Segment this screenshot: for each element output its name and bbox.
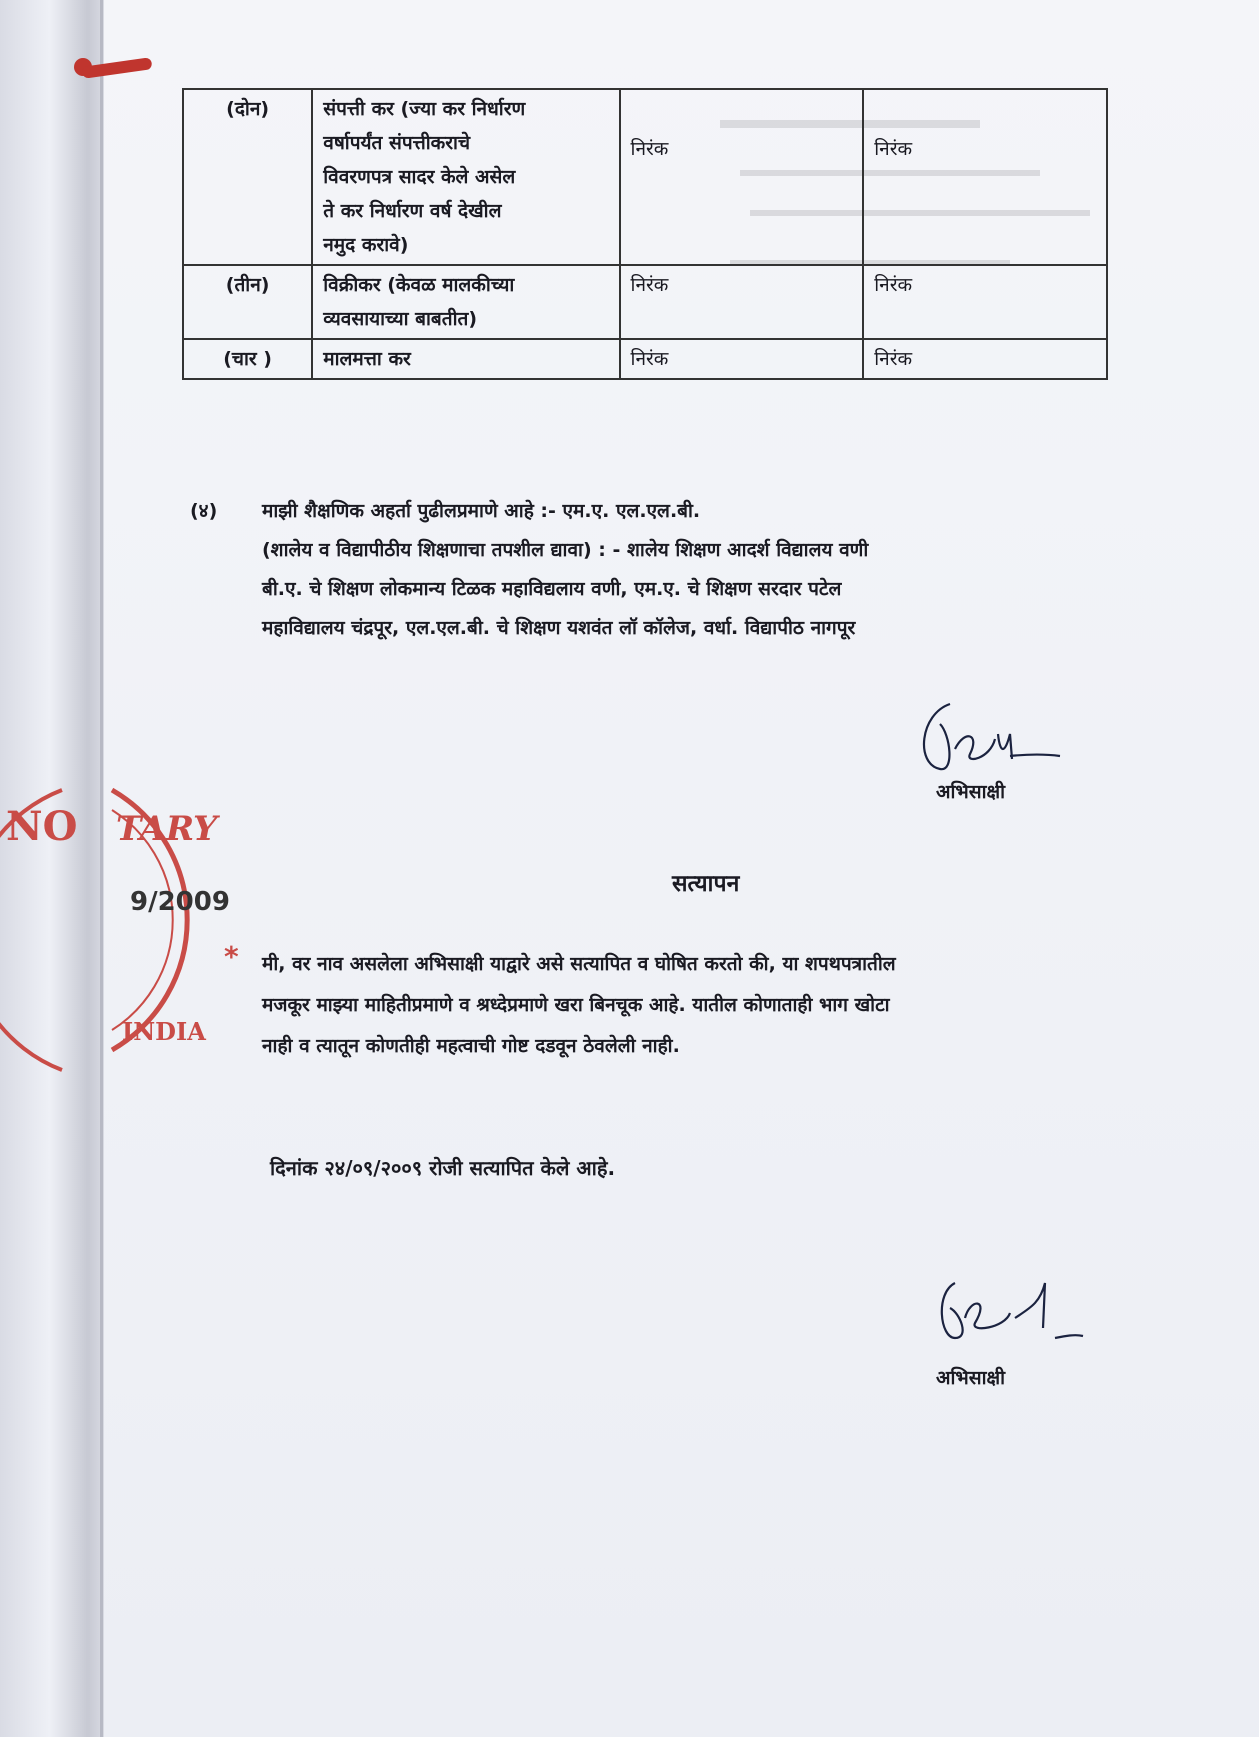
- row-value-self: निरंक: [620, 339, 864, 379]
- notary-stamp-left-fragment: [0, 780, 78, 1080]
- row-number: (चार ): [183, 339, 312, 379]
- item-line: विक्रीकर (केवळ मालकीच्या: [323, 274, 515, 296]
- row-value-spouse: निरंक: [863, 339, 1107, 379]
- notary-stamp: [112, 770, 272, 1070]
- signature-label: अभिसाक्षी: [936, 781, 1006, 803]
- item-line: मालमत्ता कर: [323, 348, 411, 370]
- row-value-self: निरंक: [620, 265, 864, 339]
- item-line: संपत्ती कर (ज्या कर निर्धारण: [323, 98, 526, 120]
- row-value-spouse: निरंक: [863, 265, 1107, 339]
- verification-line: मजकूर माझ्या माहितीप्रमाणे व श्रध्देप्रमाणे खरा बिनचूक आहे. यातील कोणाताही भाग खोटा: [262, 994, 890, 1016]
- table-row: [183, 339, 1107, 379]
- row-value-self: निरंक: [620, 89, 864, 265]
- asterisk-icon: *: [224, 940, 239, 973]
- verification-date-line: दिनांक २४/०९/२००९ रोजी सत्यापित केले आहे.: [270, 1156, 616, 1180]
- education-line: बी.ए. चे शिक्षण लोकमान्य टिळक महाविद्यलाय वणी, एम.ए. चे शिक्षण सरदार पटेल: [262, 578, 842, 600]
- stamp-top-text: TARY: [116, 809, 218, 849]
- row-item: [312, 265, 619, 339]
- row-item: [312, 89, 619, 265]
- education-line: महाविद्यालय चंद्रपूर, एल.एल.बी. चे शिक्षण यशवंत लॉ कॉलेज, वर्धा. विद्यापीठ नागपूर: [262, 617, 856, 639]
- stamp-date-text: 9/2009: [130, 887, 230, 917]
- verification-heading: सत्यापन: [672, 871, 740, 897]
- table-row: [183, 89, 1107, 265]
- signature-1: [910, 694, 1040, 784]
- stamp-bottom-text: INDIA: [122, 1017, 206, 1046]
- liabilities-table: [182, 88, 1108, 380]
- page-edge: [100, 0, 103, 1737]
- row-item: [312, 339, 619, 379]
- verification-line: नाही व त्यातून कोणतीही महत्वाची गोष्ट दडवून ठेवलेली नाही.: [262, 1035, 680, 1057]
- row-number: (दोन): [183, 89, 312, 265]
- item-line: व्यवसायाच्या बाबतीत): [323, 308, 478, 330]
- signature-2: [935, 1268, 1085, 1358]
- row-value-spouse: निरंक: [863, 89, 1107, 265]
- table-row: [183, 265, 1107, 339]
- item-line: विवरणपत्र सादर केले असेल: [323, 166, 516, 188]
- stamp-left-text: NO: [6, 803, 78, 850]
- signature-label: अभिसाक्षी: [936, 1367, 1006, 1389]
- item-line: नमुद करावे): [323, 234, 409, 256]
- item-line: ते कर निर्धारण वर्ष देखील: [323, 200, 502, 222]
- section-marker: (४): [190, 500, 218, 522]
- education-line: (शालेय व विद्यापीठीय शिक्षणाचा तपशील द्यावा) : - शालेय शिक्षण आदर्श विद्यालय वणी: [262, 539, 869, 561]
- row-number: (तीन): [183, 265, 312, 339]
- item-line: वर्षापर्यंत संपत्तीकराचे: [323, 132, 471, 154]
- verification-line: मी, वर नाव असलेला अभिसाक्षी याद्वारे असे सत्यापित व घोषित करतो की, या शपथपत्रातील: [262, 953, 896, 975]
- education-line: माझी शैक्षणिक अहर्ता पुढीलप्रमाणे आहे :- एम.ए. एल.एल.बी.: [262, 500, 701, 522]
